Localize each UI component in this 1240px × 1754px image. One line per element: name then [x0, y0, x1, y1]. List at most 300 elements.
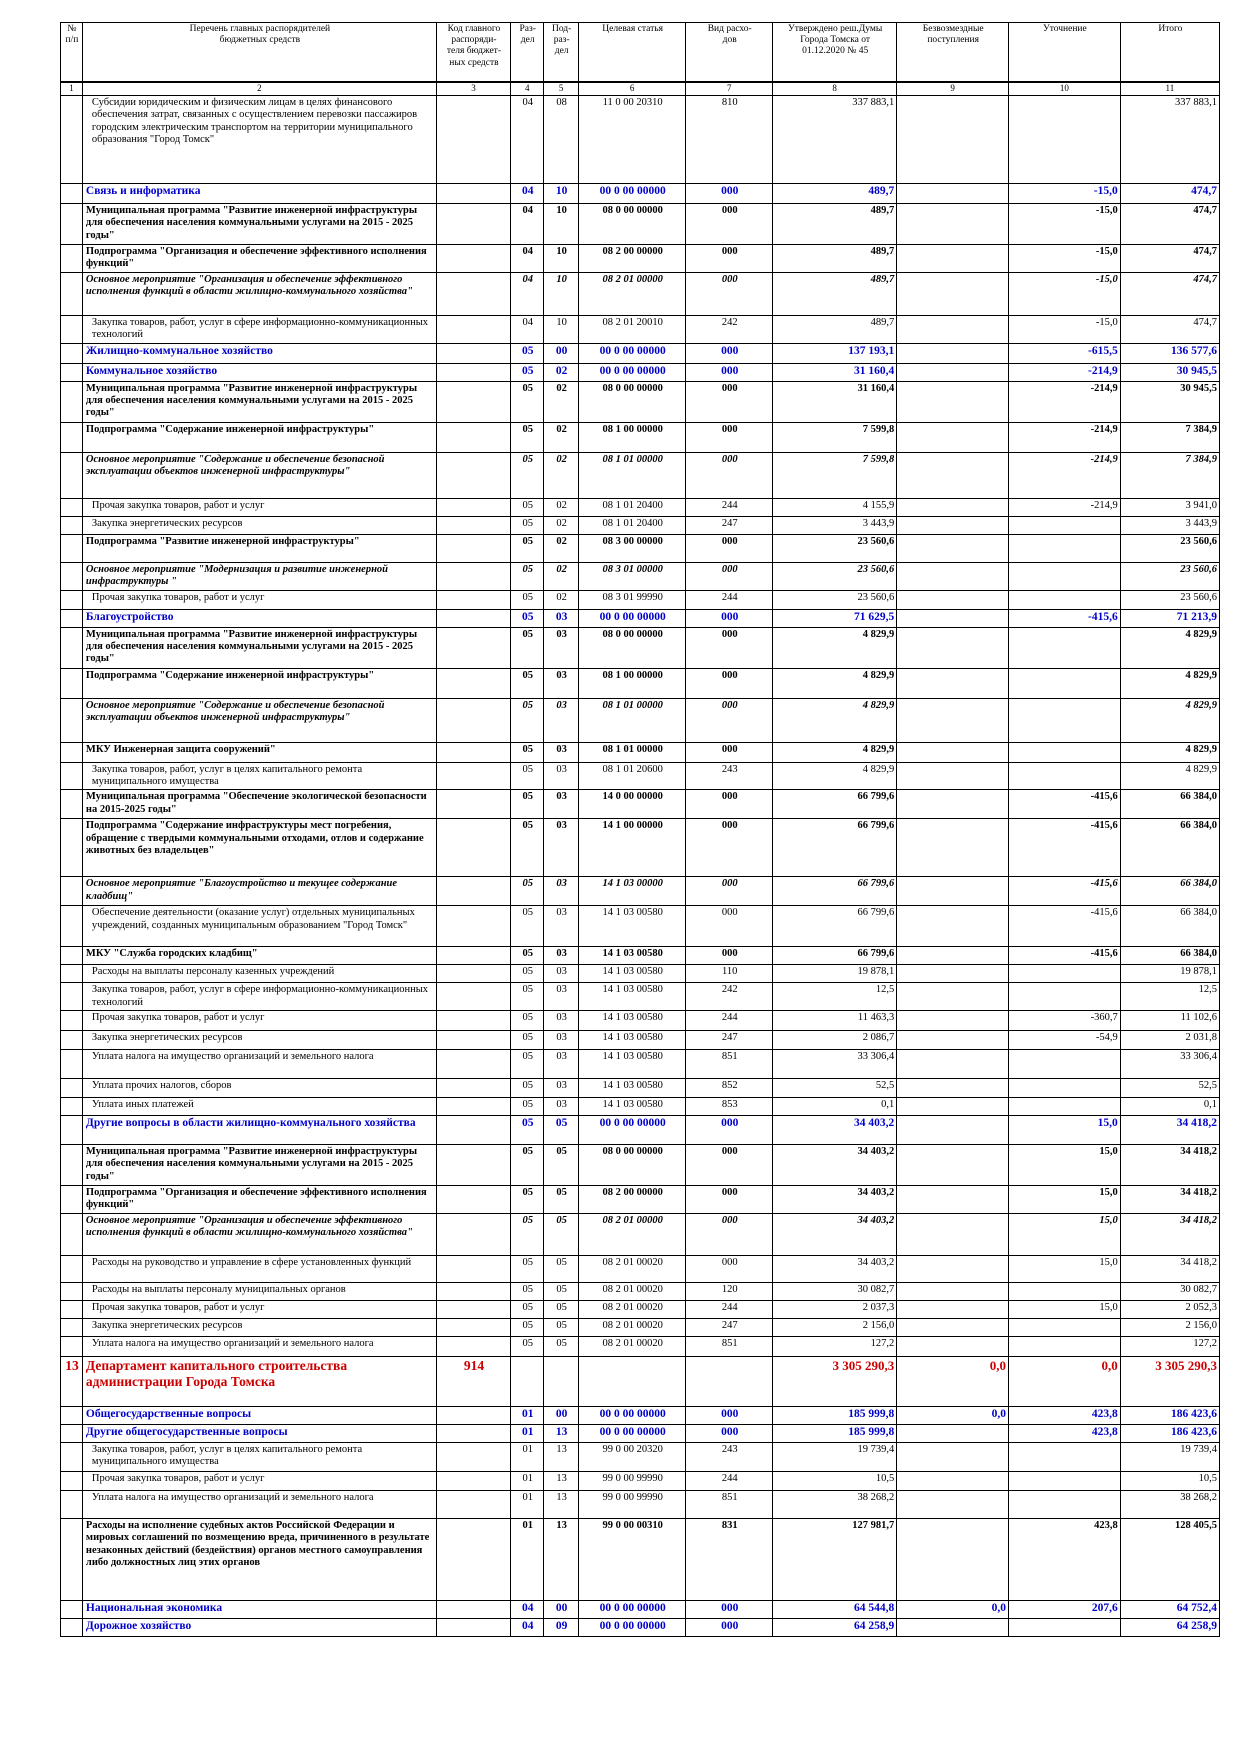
row-approved: 4 829,9 — [773, 698, 897, 742]
row-podrazdel: 10 — [544, 315, 578, 343]
row-name: Уплата налога на имущество организаций и земельного налога — [82, 1490, 436, 1518]
row-change: -214,9 — [1009, 452, 1121, 498]
row-num — [61, 343, 83, 363]
row-num — [61, 1618, 83, 1636]
row-target-article: 14 1 00 00000 — [578, 819, 686, 877]
row-free-receipts — [897, 1300, 1009, 1318]
row-total: 30 082,7 — [1120, 1282, 1219, 1300]
row-name: Муниципальная программа "Развитие инженерной инфраструктуры для обеспечения населения коммунальными услугами на 2015 - 2025 годы" — [82, 627, 436, 668]
row-target-article: 08 2 01 00020 — [578, 1282, 686, 1300]
row-change: 15,0 — [1009, 1255, 1121, 1282]
table-row — [61, 272, 1220, 315]
row-total: 4 829,9 — [1120, 698, 1219, 742]
budget-sheet — [60, 22, 1220, 1637]
row-razdel: 05 — [511, 498, 544, 516]
row-code — [436, 422, 510, 452]
row-podrazdel: 03 — [544, 1031, 578, 1050]
row-podrazdel: 13 — [544, 1471, 578, 1490]
row-podrazdel: 03 — [544, 1079, 578, 1098]
row-num — [61, 1518, 83, 1600]
row-free-receipts — [897, 1318, 1009, 1336]
row-change: -415,6 — [1009, 947, 1121, 965]
row-target-article: 99 0 00 99990 — [578, 1471, 686, 1490]
column-number: 8 — [773, 82, 897, 96]
row-target-article: 08 2 01 00000 — [578, 272, 686, 315]
row-expense-type: 000 — [686, 877, 773, 906]
row-change: 423,8 — [1009, 1424, 1121, 1442]
column-number: 10 — [1009, 82, 1121, 96]
row-code — [436, 983, 510, 1011]
row-total: 2 052,3 — [1120, 1300, 1219, 1318]
row-approved: 31 160,4 — [773, 381, 897, 422]
row-target-article: 00 0 00 00000 — [578, 184, 686, 204]
row-target-article: 08 1 01 00000 — [578, 452, 686, 498]
row-expense-type: 000 — [686, 1600, 773, 1618]
row-free-receipts — [897, 906, 1009, 947]
row-expense-type: 244 — [686, 590, 773, 609]
row-free-receipts — [897, 790, 1009, 819]
row-total: 64 752,4 — [1120, 1600, 1219, 1618]
row-code — [436, 363, 510, 381]
row-razdel: 05 — [511, 1050, 544, 1079]
row-podrazdel: 03 — [544, 627, 578, 668]
row-approved: 23 560,6 — [773, 590, 897, 609]
row-target-article: 08 0 00 00000 — [578, 627, 686, 668]
row-free-receipts — [897, 627, 1009, 668]
row-change: -15,0 — [1009, 184, 1121, 204]
row-change: -415,6 — [1009, 790, 1121, 819]
row-target-article: 00 0 00 00000 — [578, 609, 686, 627]
column-number: 3 — [436, 82, 510, 96]
table-row — [61, 668, 1220, 698]
row-change: -54,9 — [1009, 1031, 1121, 1050]
row-podrazdel: 03 — [544, 965, 578, 983]
row-name: Основное мероприятие "Модернизация и развитие инженерной инфраструктуры " — [82, 562, 436, 590]
row-name: Прочая закупка товаров, работ и услуг — [82, 1011, 436, 1031]
table-row — [61, 1518, 1220, 1600]
row-podrazdel: 03 — [544, 877, 578, 906]
row-expense-type: 110 — [686, 965, 773, 983]
row-num — [61, 1406, 83, 1424]
row-approved: 34 403,2 — [773, 1213, 897, 1255]
row-approved: 489,7 — [773, 184, 897, 204]
row-approved: 489,7 — [773, 245, 897, 273]
row-expense-type: 851 — [686, 1050, 773, 1079]
row-change — [1009, 668, 1121, 698]
row-free-receipts: 0,0 — [897, 1356, 1009, 1406]
header-code: Код главного распоряди- теля бюджет- ных средств — [436, 23, 510, 83]
row-code — [436, 1490, 510, 1518]
row-target-article: 08 2 00 00000 — [578, 245, 686, 273]
row-podrazdel: 13 — [544, 1490, 578, 1518]
row-target-article: 00 0 00 00000 — [578, 343, 686, 363]
row-total: 7 384,9 — [1120, 422, 1219, 452]
row-approved: 10,5 — [773, 1471, 897, 1490]
row-podrazdel: 02 — [544, 363, 578, 381]
column-number: 6 — [578, 82, 686, 96]
table-header-row — [61, 23, 1220, 83]
row-expense-type: 000 — [686, 906, 773, 947]
row-num — [61, 906, 83, 947]
row-change: 207,6 — [1009, 1600, 1121, 1618]
row-expense-type: 000 — [686, 363, 773, 381]
row-razdel: 05 — [511, 965, 544, 983]
row-num — [61, 627, 83, 668]
row-free-receipts — [897, 742, 1009, 762]
row-free-receipts — [897, 1011, 1009, 1031]
row-expense-type: 000 — [686, 381, 773, 422]
row-num — [61, 609, 83, 627]
row-name: МКУ Инженерная защита сооружений" — [82, 742, 436, 762]
row-approved: 3 305 290,3 — [773, 1356, 897, 1406]
row-name: Основное мероприятие "Благоустройство и текущее содержание кладбищ" — [82, 877, 436, 906]
row-podrazdel: 02 — [544, 452, 578, 498]
row-code — [436, 1255, 510, 1282]
row-name: Подпрограмма "Организация и обеспечение эффективного исполнения функций" — [82, 245, 436, 273]
row-change: -415,6 — [1009, 906, 1121, 947]
row-change — [1009, 516, 1121, 534]
row-podrazdel: 05 — [544, 1145, 578, 1186]
row-razdel: 01 — [511, 1442, 544, 1471]
row-razdel: 05 — [511, 343, 544, 363]
row-change: -15,0 — [1009, 204, 1121, 245]
row-razdel: 01 — [511, 1518, 544, 1600]
row-razdel: 05 — [511, 452, 544, 498]
row-name: Закупка товаров, работ, услуг в целях капитального ремонта муниципального имущества — [82, 1442, 436, 1471]
row-podrazdel: 13 — [544, 1424, 578, 1442]
row-free-receipts — [897, 819, 1009, 877]
row-num — [61, 965, 83, 983]
row-approved: 11 463,3 — [773, 1011, 897, 1031]
row-podrazdel: 09 — [544, 1618, 578, 1636]
row-total: 474,7 — [1120, 315, 1219, 343]
row-razdel: 05 — [511, 609, 544, 627]
row-expense-type: 851 — [686, 1490, 773, 1518]
row-expense-type: 243 — [686, 1442, 773, 1471]
row-razdel: 04 — [511, 272, 544, 315]
row-code — [436, 1336, 510, 1356]
row-target-article: 08 2 01 00020 — [578, 1255, 686, 1282]
column-number-row — [61, 82, 1220, 96]
row-free-receipts — [897, 1116, 1009, 1145]
row-podrazdel — [544, 1356, 578, 1406]
row-free-receipts — [897, 343, 1009, 363]
row-approved: 12,5 — [773, 983, 897, 1011]
row-target-article: 14 1 03 00580 — [578, 906, 686, 947]
row-expense-type: 247 — [686, 1318, 773, 1336]
row-num — [61, 516, 83, 534]
row-total: 30 945,5 — [1120, 381, 1219, 422]
row-total: 11 102,6 — [1120, 1011, 1219, 1031]
row-approved: 19 878,1 — [773, 965, 897, 983]
row-change: 423,8 — [1009, 1406, 1121, 1424]
row-total: 64 258,9 — [1120, 1618, 1219, 1636]
row-approved: 34 403,2 — [773, 1255, 897, 1282]
row-change: 0,0 — [1009, 1356, 1121, 1406]
row-code — [436, 1424, 510, 1442]
row-code — [436, 1406, 510, 1424]
row-change — [1009, 698, 1121, 742]
row-target-article: 08 1 01 20400 — [578, 516, 686, 534]
row-free-receipts — [897, 1490, 1009, 1518]
row-free-receipts — [897, 1618, 1009, 1636]
row-expense-type: 000 — [686, 819, 773, 877]
row-podrazdel: 03 — [544, 983, 578, 1011]
table-row — [61, 965, 1220, 983]
table-row — [61, 947, 1220, 965]
row-code — [436, 516, 510, 534]
row-expense-type: 000 — [686, 272, 773, 315]
header-approved: Утверждено реш.Думы Города Томска от 01.12.2020 № 45 — [773, 23, 897, 83]
header-total: Итого — [1120, 23, 1219, 83]
row-expense-type: 000 — [686, 609, 773, 627]
table-row — [61, 590, 1220, 609]
table-row — [61, 1255, 1220, 1282]
row-podrazdel: 03 — [544, 698, 578, 742]
row-code — [436, 1600, 510, 1618]
row-num — [61, 1213, 83, 1255]
table-row — [61, 627, 1220, 668]
row-name: Подпрограмма "Организация и обеспечение эффективного исполнения функций" — [82, 1186, 436, 1214]
row-podrazdel: 05 — [544, 1116, 578, 1145]
row-num — [61, 1442, 83, 1471]
table-row — [61, 1011, 1220, 1031]
row-target-article: 00 0 00 00000 — [578, 1116, 686, 1145]
row-num — [61, 1318, 83, 1336]
table-row — [61, 562, 1220, 590]
row-change: -615,5 — [1009, 343, 1121, 363]
row-name: Расходы на исполнение судебных актов Российской Федерации и мировых соглашений по возмещению вреда, причиненного в результате незаконных действий (бездействия) органов местного самоуправления либо должностных лиц этих органов — [82, 1518, 436, 1600]
row-name: Муниципальная программа "Развитие инженерной инфраструктуры для обеспечения населения коммунальными услугами на 2015 - 2025 годы" — [82, 381, 436, 422]
row-code — [436, 1116, 510, 1145]
row-expense-type: 851 — [686, 1336, 773, 1356]
row-razdel: 05 — [511, 590, 544, 609]
row-target-article: 08 2 00 00000 — [578, 1186, 686, 1214]
row-code — [436, 590, 510, 609]
row-approved: 66 799,6 — [773, 906, 897, 947]
header-podrazdel: Под- раз- дел — [544, 23, 578, 83]
row-target-article: 99 0 00 99990 — [578, 1490, 686, 1518]
row-razdel: 05 — [511, 363, 544, 381]
row-name: Основное мероприятие "Организация и обеспечение эффективного исполнения функций в области жилищно-коммунального хозяйства" — [82, 1213, 436, 1255]
row-change: -415,6 — [1009, 609, 1121, 627]
table-row — [61, 1098, 1220, 1116]
table-row — [61, 516, 1220, 534]
row-name: Прочая закупка товаров, работ и услуг — [82, 590, 436, 609]
row-code — [436, 562, 510, 590]
table-row — [61, 498, 1220, 516]
row-name: Основное мероприятие "Содержание и обеспечение безопасной эксплуатации объектов инженерной инфраструктуры" — [82, 452, 436, 498]
section-row — [61, 1406, 1220, 1424]
row-razdel: 05 — [511, 1213, 544, 1255]
row-razdel: 05 — [511, 742, 544, 762]
column-number: 9 — [897, 82, 1009, 96]
table-row — [61, 819, 1220, 877]
row-name: Жилищно-коммунальное хозяйство — [82, 343, 436, 363]
row-code — [436, 877, 510, 906]
row-num — [61, 819, 83, 877]
row-num — [61, 877, 83, 906]
table-row — [61, 1213, 1220, 1255]
row-podrazdel: 05 — [544, 1336, 578, 1356]
row-expense-type: 853 — [686, 1098, 773, 1116]
row-approved: 66 799,6 — [773, 790, 897, 819]
row-razdel: 04 — [511, 204, 544, 245]
table-row — [61, 1318, 1220, 1336]
row-total: 34 418,2 — [1120, 1186, 1219, 1214]
row-total: 3 443,9 — [1120, 516, 1219, 534]
row-target-article: 08 2 01 20010 — [578, 315, 686, 343]
row-name: Коммунальное хозяйство — [82, 363, 436, 381]
row-code — [436, 906, 510, 947]
row-code — [436, 1098, 510, 1116]
row-change — [1009, 1282, 1121, 1300]
row-free-receipts — [897, 668, 1009, 698]
row-change: 15,0 — [1009, 1116, 1121, 1145]
row-target-article: 14 0 00 00000 — [578, 790, 686, 819]
table-row — [61, 1336, 1220, 1356]
row-free-receipts — [897, 498, 1009, 516]
row-free-receipts — [897, 363, 1009, 381]
row-change — [1009, 1618, 1121, 1636]
row-num — [61, 698, 83, 742]
row-podrazdel: 00 — [544, 343, 578, 363]
row-change: -360,7 — [1009, 1011, 1121, 1031]
row-total: 7 384,9 — [1120, 452, 1219, 498]
row-free-receipts — [897, 381, 1009, 422]
row-free-receipts — [897, 184, 1009, 204]
row-change — [1009, 96, 1121, 184]
row-code — [436, 498, 510, 516]
row-target-article: 08 0 00 00000 — [578, 1145, 686, 1186]
row-podrazdel: 08 — [544, 96, 578, 184]
row-num — [61, 562, 83, 590]
row-total: 2 031,8 — [1120, 1031, 1219, 1050]
row-razdel: 04 — [511, 96, 544, 184]
row-code: 914 — [436, 1356, 510, 1406]
row-target-article: 00 0 00 00000 — [578, 1618, 686, 1636]
row-total: 30 945,5 — [1120, 363, 1219, 381]
row-expense-type: 247 — [686, 516, 773, 534]
row-free-receipts — [897, 204, 1009, 245]
row-razdel: 05 — [511, 983, 544, 1011]
row-code — [436, 1518, 510, 1600]
row-change — [1009, 983, 1121, 1011]
row-code — [436, 627, 510, 668]
row-razdel: 05 — [511, 534, 544, 562]
row-razdel: 01 — [511, 1471, 544, 1490]
row-free-receipts — [897, 1145, 1009, 1186]
row-name: Связь и информатика — [82, 184, 436, 204]
row-expense-type: 247 — [686, 1031, 773, 1050]
row-expense-type: 244 — [686, 1471, 773, 1490]
row-razdel: 05 — [511, 1031, 544, 1050]
row-change: -15,0 — [1009, 245, 1121, 273]
row-num — [61, 1424, 83, 1442]
row-expense-type: 000 — [686, 452, 773, 498]
row-approved: 337 883,1 — [773, 96, 897, 184]
row-free-receipts — [897, 516, 1009, 534]
row-total: 128 405,5 — [1120, 1518, 1219, 1600]
row-total: 34 418,2 — [1120, 1255, 1219, 1282]
row-total: 474,7 — [1120, 245, 1219, 273]
row-code — [436, 965, 510, 983]
row-podrazdel: 00 — [544, 1406, 578, 1424]
row-code — [436, 698, 510, 742]
row-razdel: 05 — [511, 627, 544, 668]
row-num — [61, 96, 83, 184]
row-target-article: 08 3 00 00000 — [578, 534, 686, 562]
row-free-receipts — [897, 762, 1009, 790]
row-name: Закупка энергетических ресурсов — [82, 516, 436, 534]
row-target-article: 08 0 00 00000 — [578, 204, 686, 245]
row-razdel: 05 — [511, 819, 544, 877]
row-total: 3 305 290,3 — [1120, 1356, 1219, 1406]
row-num — [61, 983, 83, 1011]
row-approved: 30 082,7 — [773, 1282, 897, 1300]
row-podrazdel: 03 — [544, 1098, 578, 1116]
row-podrazdel: 02 — [544, 590, 578, 609]
row-target-article: 14 1 03 00580 — [578, 1050, 686, 1079]
row-total: 33 306,4 — [1120, 1050, 1219, 1079]
row-razdel: 05 — [511, 1255, 544, 1282]
row-code — [436, 381, 510, 422]
row-num — [61, 272, 83, 315]
table-row — [61, 381, 1220, 422]
header-change: Уточнение — [1009, 23, 1121, 83]
row-expense-type: 000 — [686, 947, 773, 965]
row-podrazdel: 03 — [544, 742, 578, 762]
table-row — [61, 1282, 1220, 1300]
header-razdel: Раз- дел — [511, 23, 544, 83]
row-name: Закупка энергетических ресурсов — [82, 1318, 436, 1336]
row-target-article: 14 1 03 00000 — [578, 877, 686, 906]
row-code — [436, 1079, 510, 1098]
row-approved: 185 999,8 — [773, 1424, 897, 1442]
row-num — [61, 1336, 83, 1356]
row-total: 4 829,9 — [1120, 627, 1219, 668]
row-code — [436, 819, 510, 877]
row-podrazdel: 03 — [544, 1011, 578, 1031]
row-free-receipts — [897, 1186, 1009, 1214]
row-total: 34 418,2 — [1120, 1116, 1219, 1145]
row-target-article: 08 2 01 00020 — [578, 1318, 686, 1336]
row-target-article: 08 3 01 99990 — [578, 590, 686, 609]
row-razdel: 05 — [511, 516, 544, 534]
row-name: Общегосударственные вопросы — [82, 1406, 436, 1424]
row-name: Другие вопросы в области жилищно-коммунального хозяйства — [82, 1116, 436, 1145]
row-podrazdel: 05 — [544, 1255, 578, 1282]
row-num — [61, 381, 83, 422]
row-free-receipts — [897, 590, 1009, 609]
row-approved: 19 739,4 — [773, 1442, 897, 1471]
column-number: 1 — [61, 82, 83, 96]
header-expense-type: Вид расхо- дов — [686, 23, 773, 83]
row-expense-type: 000 — [686, 204, 773, 245]
row-name: Подпрограмма "Содержание инженерной инфраструктуры" — [82, 668, 436, 698]
row-free-receipts — [897, 96, 1009, 184]
section-row — [61, 609, 1220, 627]
row-podrazdel: 03 — [544, 1050, 578, 1079]
row-expense-type: 244 — [686, 1011, 773, 1031]
row-approved: 34 403,2 — [773, 1116, 897, 1145]
header-num: № п/п — [61, 23, 83, 83]
row-name: Подпрограмма "Развитие инженерной инфраструктуры" — [82, 534, 436, 562]
row-target-article: 08 1 01 20600 — [578, 762, 686, 790]
section-row — [61, 1116, 1220, 1145]
table-row — [61, 96, 1220, 184]
table-row — [61, 1471, 1220, 1490]
